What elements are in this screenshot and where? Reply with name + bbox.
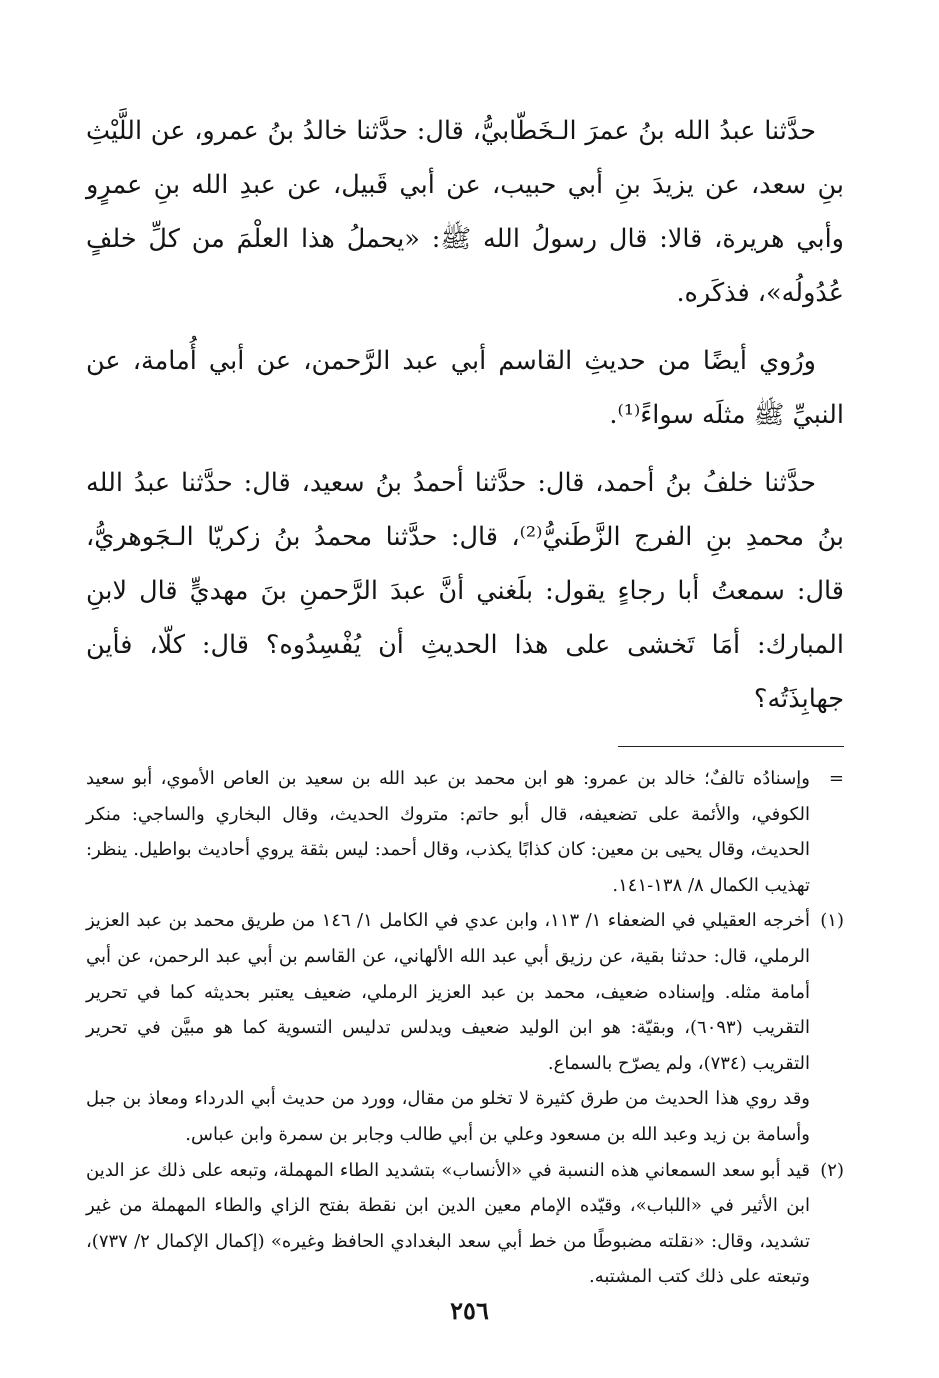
footnote-text: قيد أبو سعد السمعاني هذه النسبة في «الأنساب» بتشديد الطاء المهملة، وتبعه على ذلك عز الدين ابن الأثير في «اللباب»، وقيّده الإمام معين الدين ابن نقطة بفتح الزاي والطاء المهملة من غير تشديد، وقال: «نقلته مضبوطًا من خط أبي سعد البغدادي الحافظ وغيره» (إكمال الإكمال ٢/ ٧٣٧)، وتبعته على ذلك كتب المشتبه.	[86, 1159, 810, 1288]
footnote-continuation	[86, 761, 844, 903]
paragraph-1: حدَّثنا عبدُ الله بنُ عمرَ الـخَطّابيُّ، قال: حدَّثنا خالدُ بنُ عمرو، عن اللَّيْثِ بنِ سعد، عن يزيدَ بنِ أبي حبيب، عن أبي قَبيل، عن عبدِ الله بنِ عمرٍو وأبي هريرة، قالا: قال رسولُ الله ﷺ: «يحملُ هذا العلْمَ من كلِّ خلفٍ عُدُولُه»، فذكَره.	[86, 116, 844, 308]
footnote-marker: (٢)	[820, 1159, 844, 1181]
page-number: ٢٥٦	[450, 1296, 489, 1325]
footnote-text: أخرجه العقيلي في الضعفاء ١/ ١١٣، وابن عدي في الكامل ١/ ١٤٦ من طريق محمد بن عبد العزيز الرملي، قال: حدثنا بقية، عن رزيق أبي عبد الله الألهاني، عن القاسم بن أبي عبد الرحمن، عن أبي أمامة مثله. وإسناده ضعيف، محمد بن عبد العزيز الرملي، ضعيف يعتبر بحديثه كما في تحرير التقريب (٦٠٩٣)، وبقيّة: هو ابن الوليد ضعيف ويدلس تدليس التسوية كما هو مبيَّن في تحرير التقريب (٧٣٤)، ولم يصرّح بالسماع.	[86, 910, 810, 1074]
paragraph-3: حدَّثنا خلفُ بنُ أحمد، قال: حدَّثنا أحمدُ بنُ سعيد، قال: حدَّثنا عبدُ الله بنُ محمدِ بنِ الفرج الزَّطَنيُّ⁽²⁾، قال: حدَّثنا محمدُ بنُ زكريّا الـجَوهريُّ، قال: سمعتُ أبا رجاءٍ يقول: بلَغني أنَّ عبدَ الرَّحمنِ بنَ مهديٍّ قال لابنِ المبارك: أمَا تَخشى على هذا الحديثِ أن يُفْسِدُوه؟ قال: كلّا، فأين جهابِذَتُه؟	[86, 468, 844, 714]
footnote-marker: (١)	[820, 910, 844, 932]
footnote-2	[86, 1153, 844, 1295]
footnote-1-continuation: وقد روي هذا الحديث من طرق كثيرة لا تخلو من مقال، وورد من حديث أبي الدرداء ومعاذ بن جبل وأسامة بن زيد وعبد الله بن مسعود وعلي بن أبي طالب وجابر بن سمرة وابن عباس.	[86, 1088, 810, 1145]
main-text	[86, 104, 844, 726]
footnote-text: وإسنادُه تالفٌ؛ خالد بن عمرو: هو ابن محمد بن عبد الله بن سعيد بن العاص الأموي، أبو سعيد الكوفي، والأئمة على تضعيفه، قال أبو حاتم: متروك الحديث، وقال البخاري والساجي: منكر الحديث، وقال يحيى بن معين: كان كذابًا يكذب، وقال أحمد: ليس بثقة يروي أحاديث بواطيل. ينظر: تهذيب الكمال ٨/ ١٣٨-١٤١.	[86, 768, 810, 896]
paragraph-2: ورُوي أيضًا من حديثِ القاسم أبي عبد الرَّحمن، عن أبي أُمامة، عن النبيِّ ﷺ مثلَه سواءً⁽¹⁾.	[86, 346, 844, 430]
footnote-marker: =	[828, 768, 844, 789]
footnote-separator	[618, 746, 844, 747]
footnote-1	[86, 903, 844, 1081]
page-body	[86, 104, 844, 1295]
footnotes	[86, 761, 844, 1295]
